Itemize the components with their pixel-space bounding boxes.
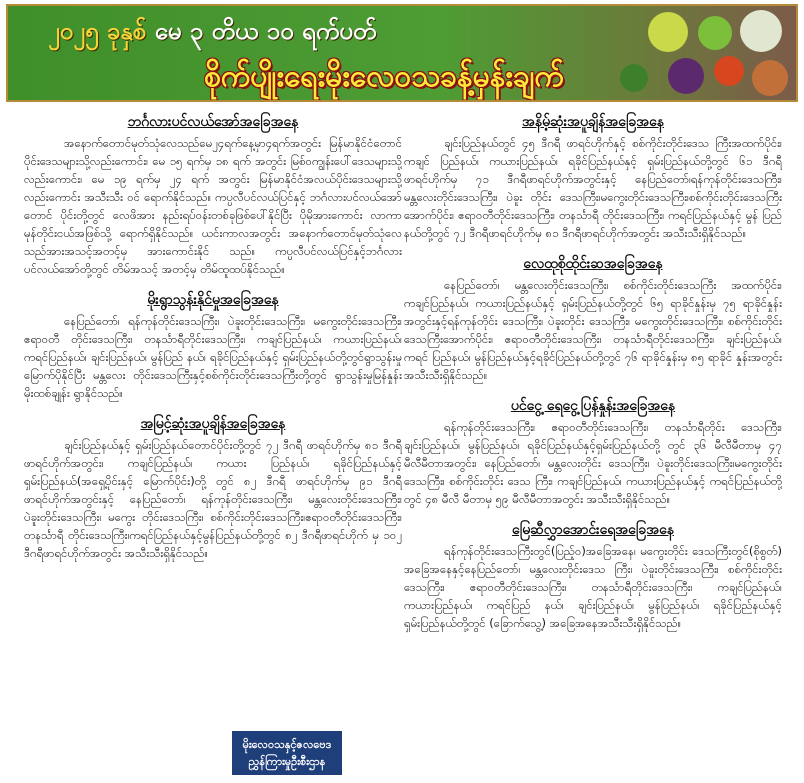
section-heading: ပင်ငွေ့ ရေငွေ့ပြန်နှုန်းအခြေအနေ (510, 398, 676, 414)
section-body: ချင်းပြည်နယ်နှင့် ရှမ်းပြည်နယ်တောင်ပိုင်းတို့တွင် ၇၂ ဒီဂရီ ဖာရင်ဟိုက်မှ ၈၁ ဒီဂရီ ဖာရင်ဟိုက်အတွင်း၊ ကချင်ပြည်နယ်၊ ကယား ပြည်နယ်၊ ရခိုင်ပြည်နယ်နှင့် ရှမ်းပြည်နယ်(အရှေ့ပိုင်းနှင့် မြောက်ပိုင်း)တို့ တွင် ၈၂ ဒီဂရီ ဖာရင်ဟိုက်မှ ၉၁ ဒီဂရီဖာရင်ဟိုက်အတွင်းနှင့် နေပြည်တော်၊ ရန်ကုန်တိုင်းဒေသကြီး၊ မန္တလေးတိုင်းဒေသကြီး၊ ပဲခူးတိုင်းဒေသကြီး၊ မကွေး တိုင်းဒေသကြီး၊ စစ်ကိုင်းတိုင်းဒေသကြီး၊ဧရာဝတီတိုင်းဒေသကြီး၊တနင်္သာရီ တိုင်းဒေသကြီး၊ကရင်ပြည်နယ်နှင့်မွန်ပြည်နယ်တို့တွင် ၈၂ ဒီဂရီဖာရင်ဟိုက် မှ ၁၀၂ ဒီဂရီဖာရင်ဟိုက်အတွင်း အသီးသီးရှိနိုင်သည်။ (24, 438, 402, 560)
department-label (232, 731, 342, 775)
date-year: ၂၀၂၅ ခုနှစ် (48, 17, 147, 45)
section-body: အနောက်တောင်မုတ်သုံလေသည်မေ၂၄ရက်နေ့မှာ၄ရက်အတွင်း မြန်မာနိုင်ငံတောင်ပိုင်းဒေသများသို့လည်းကောင်း၊ မေ ၁၅ ရက်မှ ၁၈ ရက် အတွင်း မြစ်ဝကျွန်းပေါ်ဒေသများသို့ လည်းကောင်း၊ မေ ၁၉ ရက်မှ ၂၄ ရက် အတွင်း မြန်မာနိုင်ငံအလယ်ပိုင်းဒေသများသို့လည်းကောင်း အသီးသီး ဝင် ရောက်နိုင်သည်။ ကပ္ပလီပင်လယ်ပြင်နှင့် ဘင်္ဂလားပင်လယ်အော် တောင် ပိုင်းတို့တွင် လေဖိအား နည်းရပ်ဝန်းတစ်ခုဖြစ်ပေါ်နိုင်ပြီး ပိုမိုအားကောင်း လာကာ မုန်တိုင်းငယ်အဖြစ်သို့ ရောက်ရှိနိုင်သည်။ ယင်းကာလအတွင်း အနောက်တောင်မုတ်သုံလေသည်အားအသင့်အတင့်မှ အားကောင်းနိုင် သည်။ ကပ္ပလီပင်လယ်ပြင်နှင့်ဘင်္ဂလားပင်လယ်အော်တို့တွင် တိမ်အသင့် အတင့်မှ တိမ်ထူထပ်နိုင်သည်။ (24, 136, 402, 276)
date-month: မေ (154, 17, 182, 45)
left-column (24, 112, 402, 780)
banner-date (48, 14, 376, 48)
section-heading: ဘင်္ဂလားပင်လယ်အော်အခြေအနေ (127, 114, 299, 130)
section-heading: အနိမ့်ဆုံးအပူချိန်အခြေအနေ (521, 114, 664, 130)
section-max-temperature (24, 414, 402, 562)
section-heading: မြေဆီလွှာအောင်းရေအခြေအနေ (512, 522, 674, 538)
section-body: ရန်ကုန်တိုင်းဒေသကြီးတွင်(ပြည့်ဝ)အခြေအနေ၊ မကွေးတိုင်း ဒေသကြီးတွင်(စိုစွတ်) အခြေအနေနှင့်နေပြည်တော်၊ မန္တလေးတိုင်းဒေသ ကြီး၊ ပဲခူးတိုင်းဒေသကြီး၊ စစ်ကိုင်းတိုင်းဒေသကြီး၊ ဧရာဝတီတိုင်းဒေသကြီး၊ တနင်္သာရီတိုင်းဒေသကြီး၊ ကချင်ပြည်နယ်၊ ကယားပြည်နယ်၊ ကရင်ပြည် နယ်၊ ချင်းပြည်နယ်၊ မွန်ပြည်နယ်၊ ရခိုင်ပြည်နယ်နှင့် ရှမ်းပြည်နယ်တို့တွင် (ခြောက်သွေ့) အခြေအနေအသီးသီးရှိနိုင်သည်။ (404, 544, 782, 630)
section-rainfall (24, 290, 402, 402)
section-evapotranspiration (404, 396, 782, 508)
section-heading: အမြင့်ဆုံးအပူချိန်အခြေအနေ (140, 416, 286, 432)
section-soil-moisture (404, 520, 782, 632)
section-humidity (404, 254, 782, 384)
section-heading: လေထုစိုထိုင်းဆအခြေအနေ (523, 256, 663, 272)
department-line-2: ညွှန်ကြားမှုဦးစီးဌာန (248, 755, 326, 768)
section-body: နေပြည်တော်၊ မန္တလေးတိုင်းဒေသကြီး၊ စစ်ကိုင်းတိုင်းဒေသကြီး အထက်ပိုင်း၊ ကချင်ပြည်နယ်၊ ကယားပြည်နယ်နှင့် ရှမ်းပြည်နယ်တို့တွင် ၆၅ ရာခိုင်နှုန်းမှ ၇၅ ရာခိုင်နှုန်းအတွင်းနှင့်ရန်ကုန်တိုင်း ဒေသကြီး၊ ပဲခူးတိုင်း ဒေသကြီး၊ မကွေးတိုင်းဒေသကြီး၊ စစ်ကိုင်းတိုင်းဒေသကြီးအောက်ပိုင်း၊ ဧရာဝတီတိုင်းဒေသကြီး၊ တနင်္သာရီတိုင်းဒေသကြီး၊ ချင်းပြည်နယ်၊ ကရင် ပြည်နယ်၊ မွန်ပြည်နယ်နှင့်ရခိုင်ပြည်နယ်တို့တွင် ၇၆ ရာခိုင်နှုန်းမှ ၈၅ ရာခိုင် နှုန်းအတွင်းအသီးသီးရှိနိုင်သည်။ (404, 278, 782, 382)
banner-title: စိုက်ပျိုးရေးမိုးလေဝသခန့်မှန်းချက် (204, 59, 564, 94)
header-banner (6, 4, 798, 102)
section-body: ချင်းပြည်နယ်တွင် ၄၅ ဒီဂရီ ဖာရင်ဟိုက်နှင့် စစ်ကိုင်းတိုင်းဒေသ ကြီးအထက်ပိုင်း၊ ကချင် ပြည်နယ်၊ ကယားပြည်နယ်၊ ရခိုင်ပြည်နယ်နှင့် ရှမ်းပြည်နယ်တို့တွင် ၆၁ ဒီဂရီဖာရင်ဟိုက်မှ ၇၁ ဒီဂရီဖာရင်ဟိုက်အတွင်းနှင့် နေပြည်တော်၊ရန်ကုန်တိုင်းဒေသကြီး၊ မန္တလေးတိုင်းဒေသကြီး၊ ပဲခူး တိုင်း ဒေသကြီး၊မကွေးတိုင်းဒေသကြီး၊စစ်ကိုင်းတိုင်းဒေသကြီးအောက်ပိုင်း၊ ဧရာဝတီတိုင်းဒေသကြီး၊ တနင်္သာရီ တိုင်းဒေသကြီး၊ ကရင်ပြည်နယ်နှင့် မွန် ပြည် နယ်တို့တွင် ၇၂ ဒီဂရီဖာရင်ဟိုက်မှ ၈၁ ဒီဂရီဖာရင်ဟိုက်အတွင်း အသီးသီးရှိနိုင်သည်။ (404, 136, 782, 240)
right-column (404, 112, 782, 780)
section-min-temperature (404, 112, 782, 242)
section-body: ရန်ကုန်တိုင်းဒေသကြီး၊ ဧရာဝတီတိုင်းဒေသကြီး၊ တနင်္သာရီတိုင်း ဒေသကြီး၊ ချင်းပြည်နယ်၊ မွန်ပြည်နယ်၊ ရခိုင်ပြည်နယ်နှင့်ရှမ်းပြည်နယ်တို့ တွင် ၃၆ မီလီမီတာမှ ၄၇ မီလီမီတာအတွင်း၊ နေပြည်တော်၊ မန္တလေးတိုင်း ဒေသကြီး၊ ပဲခူးတိုင်းဒေသကြီး၊မကွေးတိုင်းဒေသကြီး၊ စစ်ကိုင်းတိုင်း ဒေသ ကြီး၊ ကချင်ပြည်နယ်၊ ကယားပြည်နယ်နှင့် ကရင်ပြည်နယ်တို့တွင် ၄၈ မီလီ မီတာမှ ၅၉ မီလီမီတာအတွင်း အသီးသီးရှိနိုင်သည်။ (404, 420, 782, 506)
department-line-1: မိုးလေဝသနှင့်ဇလဗေဒ (242, 738, 332, 751)
section-bay-of-bengal (24, 112, 402, 278)
section-body: နေပြည်တော်၊ ရန်ကုန်တိုင်းဒေသကြီး၊ ပဲခူးတိုင်းဒေသကြီး၊ မကွေးတိုင်းဒေသကြီး၊ ဧရာဝတီ တိုင်းဒေသကြီး၊ တနင်္သာရီတိုင်းဒေသကြီး၊ ကချင်ပြည်နယ်၊ ကယားပြည်နယ်၊ ကရင်ပြည်နယ်၊ ချင်းပြည်နယ်၊ မွန်ပြည် နယ်၊ ရခိုင်ပြည်နယ်နှင့် ရှမ်းပြည်နယ်တို့တွင်ရွာသွန်းမှုမြောက်ပိုနိုင်ပြီး မန္တလေး တိုင်းဒေသကြီးနှင့်စစ်ကိုင်းတိုင်းဒေသကြီးတို့တွင် ရွာသွန်းမှုမြန်နှုန်း မိုးထစ်ချုန်း ရွာနိုင်သည်။ (24, 314, 402, 400)
date-period: ၃ တိယ ၁၀ ရက်ပတ် (189, 17, 377, 45)
section-heading: မိုးရွာသွန်းနိုင်မှုအခြေအနေ (147, 292, 279, 308)
